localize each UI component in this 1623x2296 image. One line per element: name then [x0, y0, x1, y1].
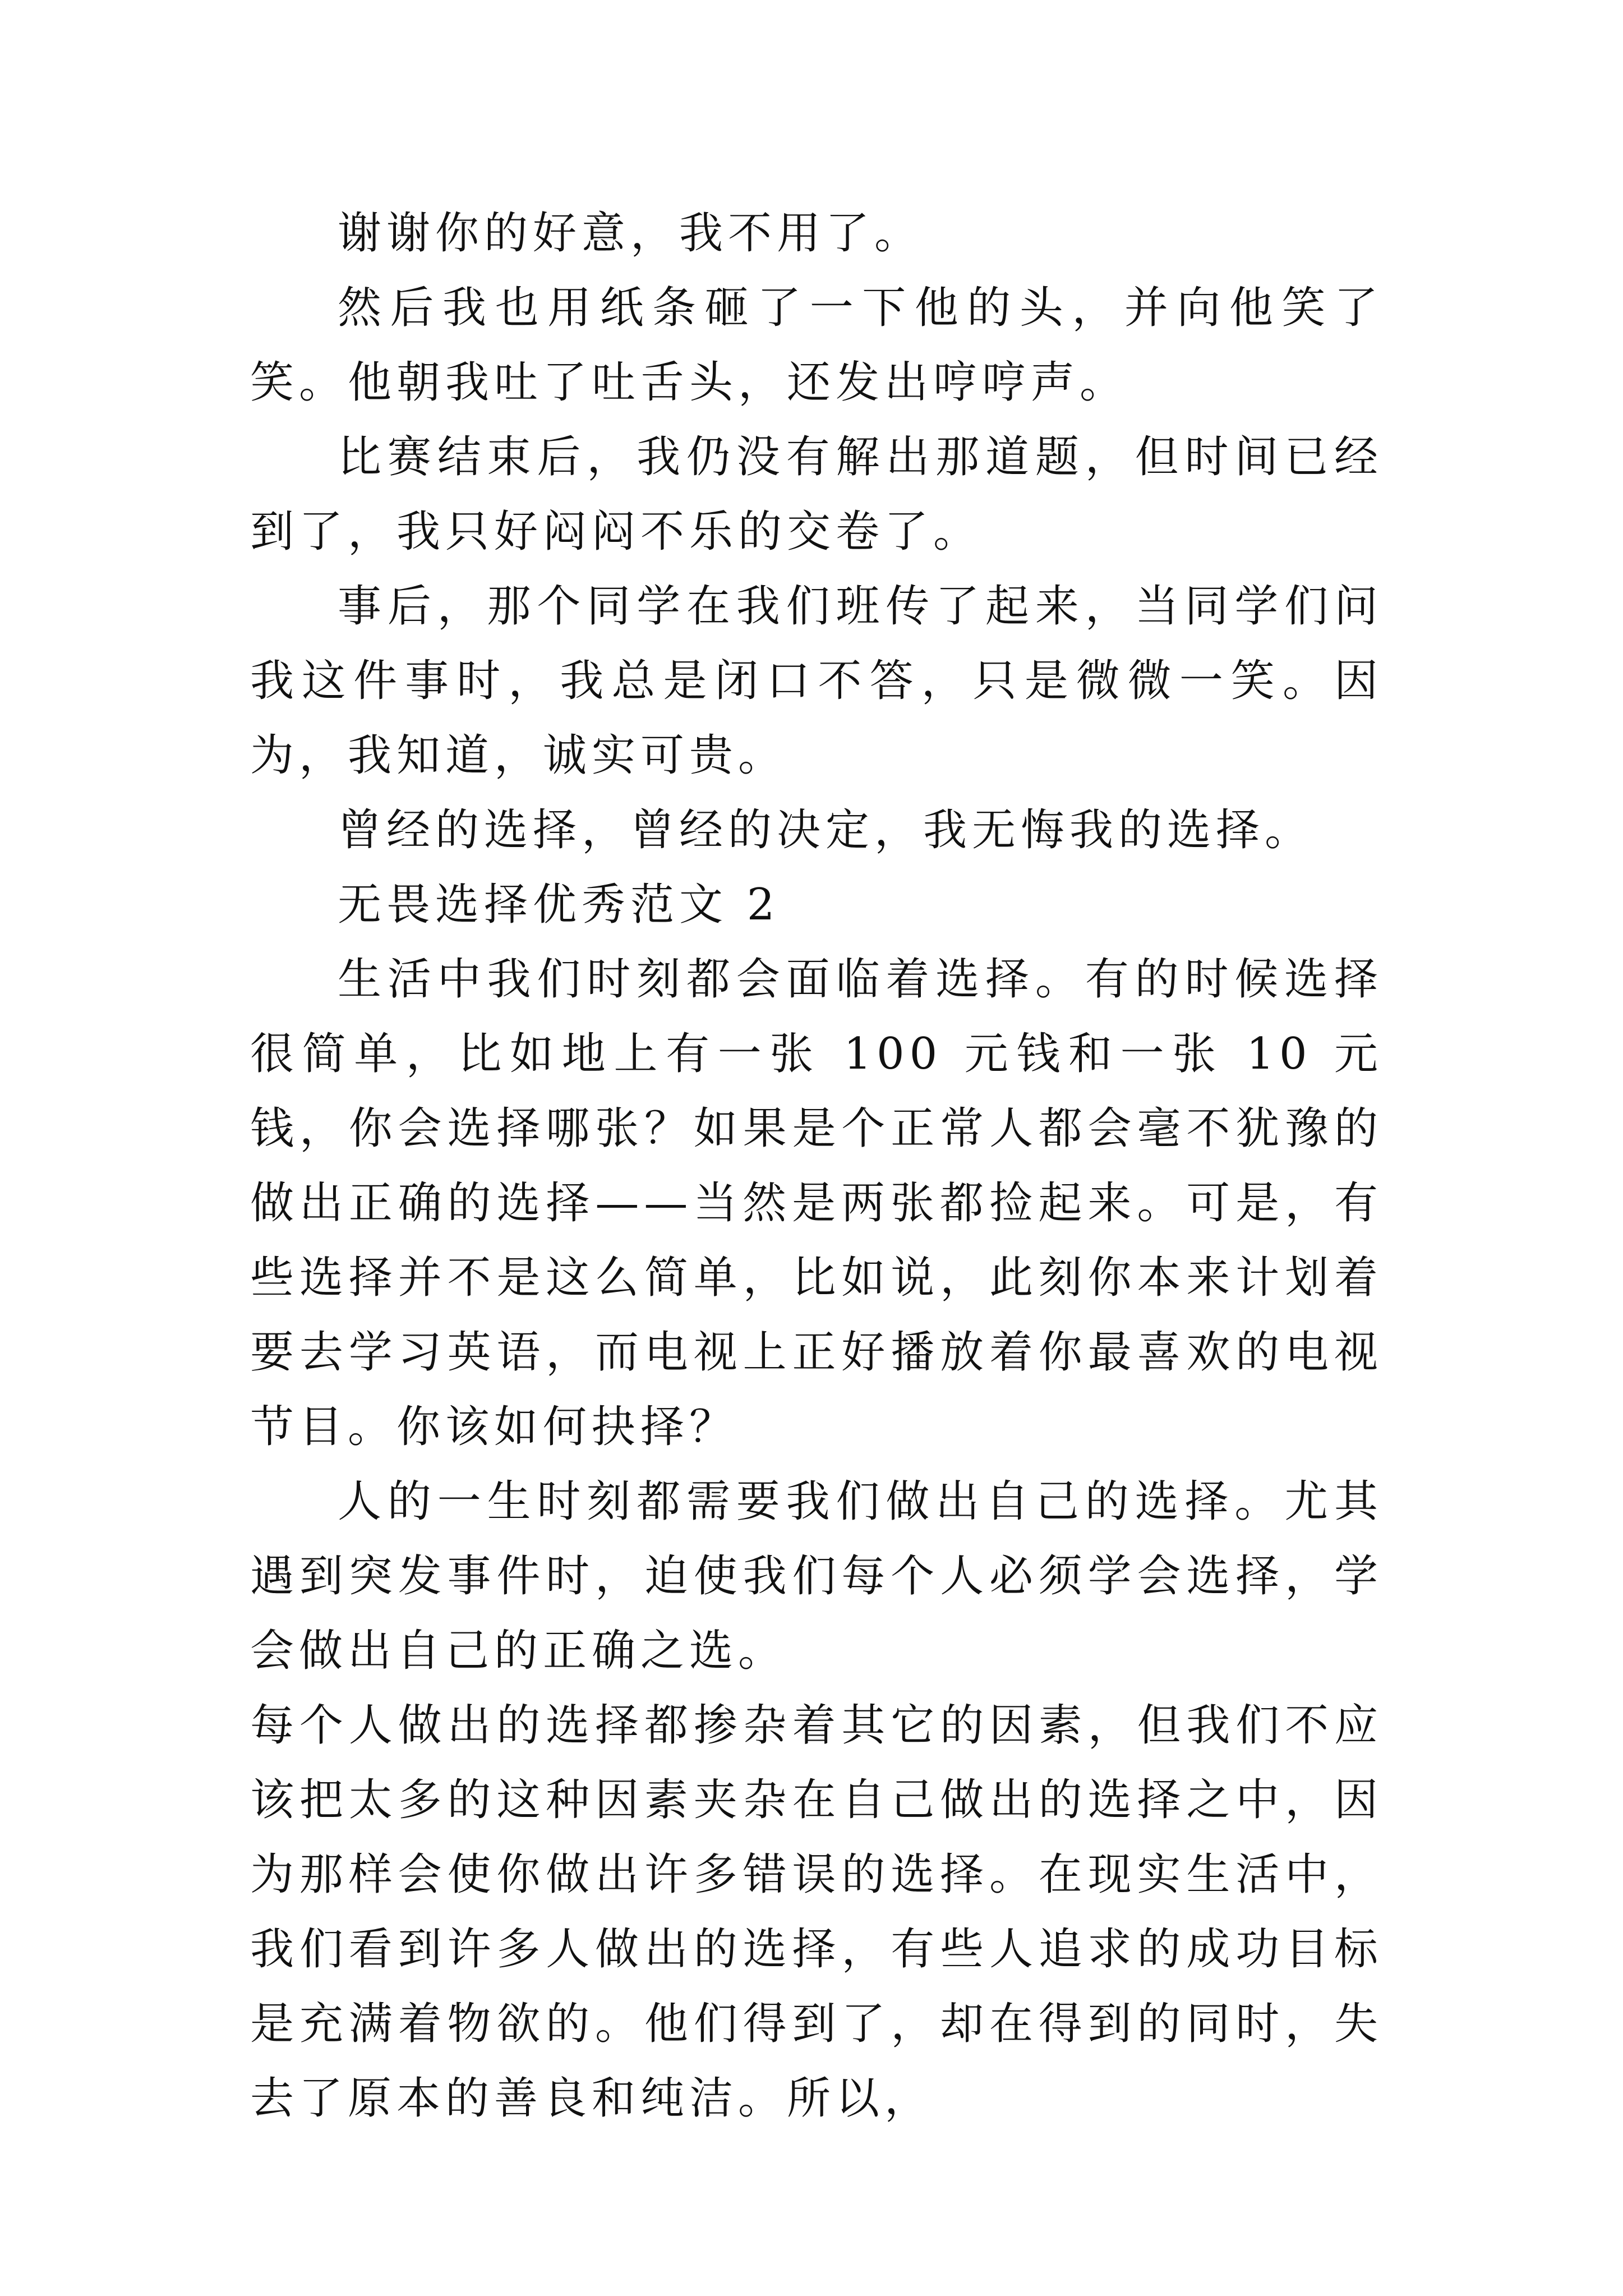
paragraph: 每个人做出的选择都掺杂着其它的因素，但我们不应该把太多的这种因素夹杂在自己做出的选择之中，因为那样会使你做出许多错误的选择。在现实生活中，我们看到许多人做出的选择，有些人追求的成功目标是充满着物欲的。他们得到了，却在得到的同时，失去了原本的善良和纯洁。所以，	[250, 1700, 1383, 2124]
paragraph: 事后，那个同学在我们班传了起来，当同学们问我这件事时，我总是闭口不答，只是微微一笑。因为，我知道，诚实可贵。	[250, 581, 1383, 781]
paragraph: 人的一生时刻都需要我们做出自己的选择。尤其遇到突发事件时，迫使我们每个人必须学会选择，学会做出自己的正确之选。	[250, 1476, 1383, 1676]
section-heading: 无畏选择优秀范文 2	[338, 880, 780, 930]
page	[250, 196, 1383, 2136]
paragraph: 曾经的选择，曾经的决定，我无悔我的选择。	[338, 805, 1314, 855]
paragraph: 谢谢你的好意，我不用了。	[338, 208, 924, 259]
paragraph: 比赛结束后，我仍没有解出那道题，但时间已经到了，我只好闷闷不乐的交卷了。	[250, 432, 1383, 557]
paragraph: 然后我也用纸条砸了一下他的头，并向他笑了笑。他朝我吐了吐舌头，还发出哼哼声。	[250, 283, 1383, 408]
paragraph: 生活中我们时刻都会面临着选择。有的时候选择很简单，比如地上有一张 100 元钱和一张 10 元钱，你会选择哪张？如果是个正常人都会毫不犹豫的做出正确的选择——当然是两张都捡起来。可是，有些选择并不是这么简单，比如说，此刻你本来计划着要去学习英语，而电视上正好播放着你最喜欢的电视节目。你该如何抉择？	[250, 954, 1383, 1452]
